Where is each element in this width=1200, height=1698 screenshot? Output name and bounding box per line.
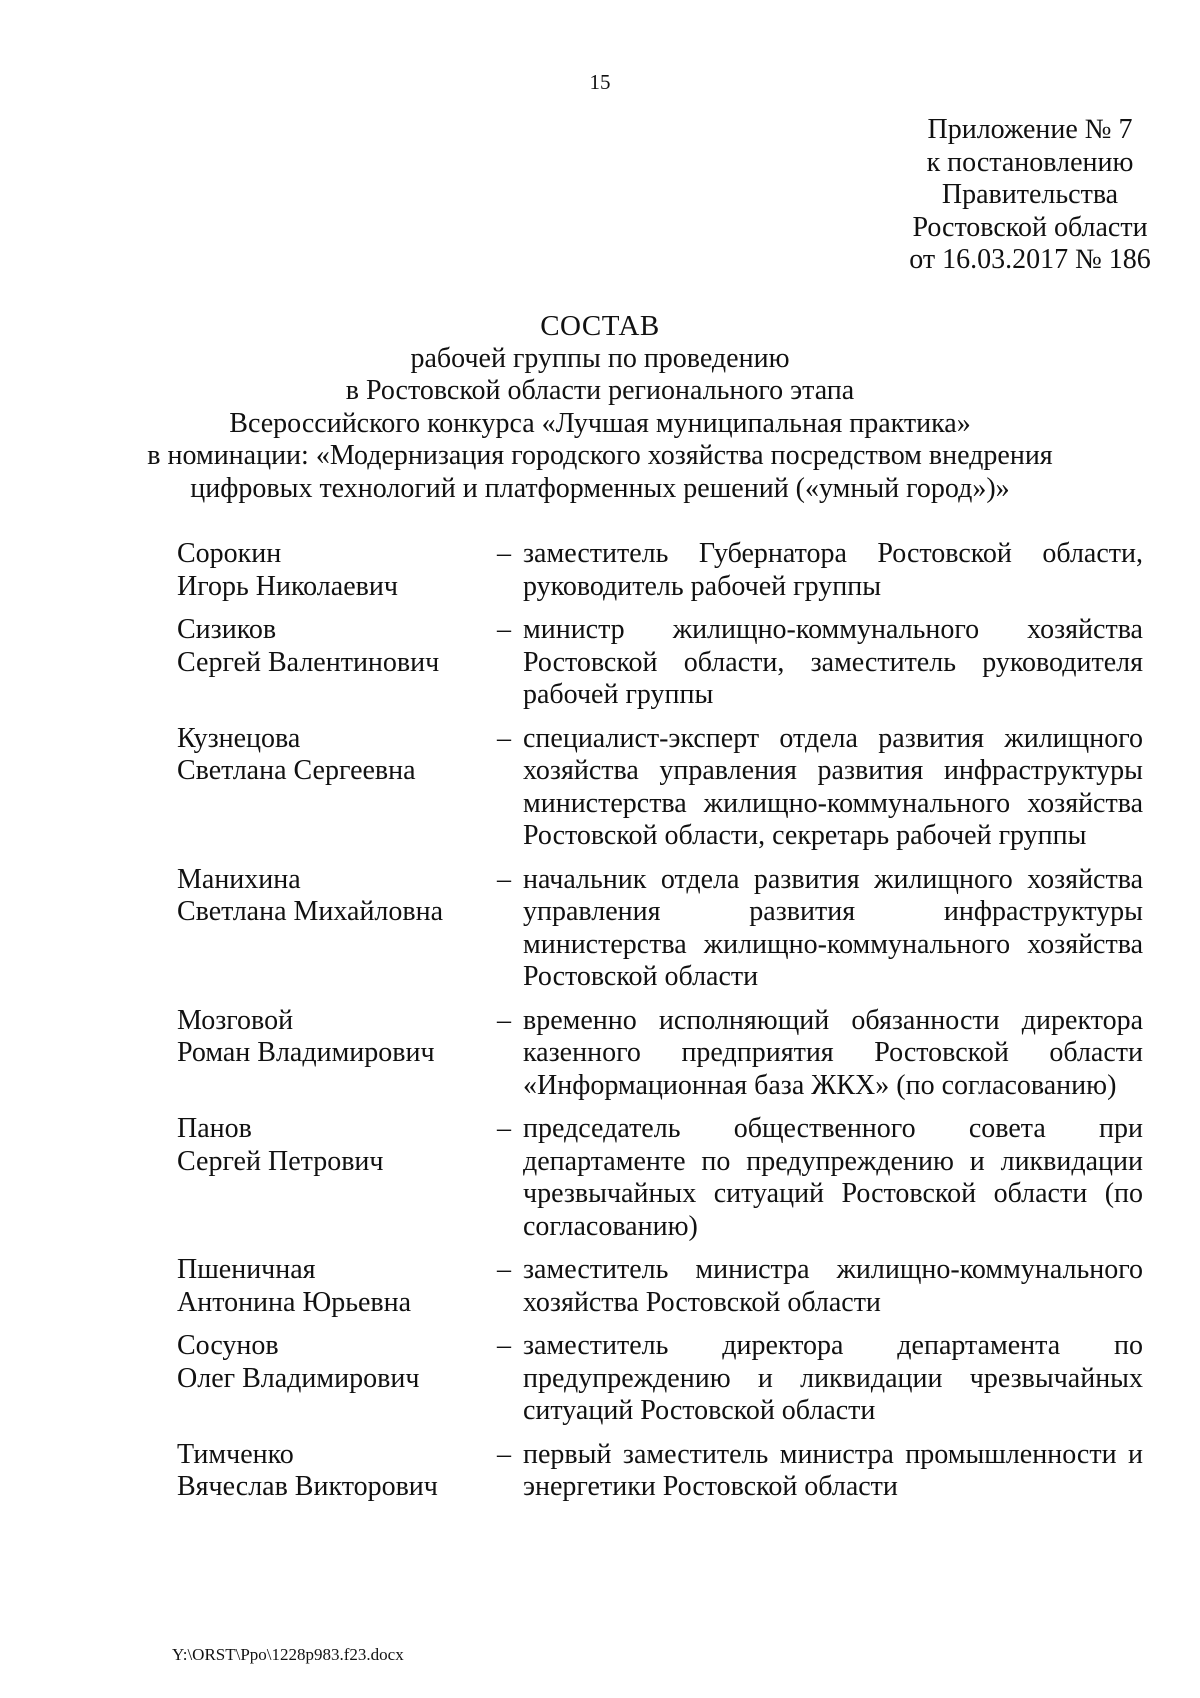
member-entry — [177, 864, 1143, 994]
member-given-names: Сергей Петрович — [177, 1145, 384, 1177]
member-role: временно исполняющий обязанности директора казенного предприятия Ростовской области «Информационная база ЖКХ» (по согласованию) — [523, 1004, 1143, 1101]
member-name — [177, 1439, 497, 1504]
member-dash: – — [497, 1113, 511, 1144]
member-surname: Тимченко — [177, 1438, 294, 1470]
member-dash: – — [497, 1254, 511, 1285]
member-given-names: Антонина Юрьевна — [177, 1286, 412, 1318]
members-list — [177, 538, 1143, 1515]
document-subtitle-line: в Ростовской области регионального этапа — [345, 375, 855, 406]
member-entry — [177, 1005, 1143, 1103]
member-surname: Манихина — [177, 863, 301, 895]
appendix-line: Ростовской области — [912, 211, 1148, 243]
member-surname: Мозговой — [177, 1004, 294, 1036]
member-given-names: Светлана Сергеевна — [177, 755, 416, 786]
member-dash: – — [497, 722, 511, 754]
member-entry — [177, 1254, 1143, 1319]
member-given-names: Вячеслав Викторович — [177, 1471, 438, 1502]
member-entry — [177, 723, 1143, 853]
appendix-line: к постановлению — [926, 146, 1134, 178]
member-given-names: Сергей Валентинович — [177, 646, 440, 678]
member-dash: – — [497, 1438, 511, 1470]
member-role: министр жилищно-коммунального хозяйства Ростовской области, заместитель руководителя рабочей группы — [523, 614, 1143, 710]
member-surname: Панов — [177, 1113, 252, 1144]
member-name — [177, 538, 497, 603]
member-name — [177, 1330, 497, 1428]
appendix-line: от 16.03.2017 № 186 — [909, 244, 1151, 275]
member-surname: Сорокин — [177, 538, 282, 569]
document-title: СОСТАВ — [540, 310, 660, 342]
member-given-names: Олег Владимирович — [177, 1362, 420, 1394]
member-role: председатель общественного совета при департаменте по предупреждению и ликвидации чрезвычайных ситуаций Ростовской области (по согласованию) — [523, 1113, 1143, 1242]
member-dash: – — [497, 1330, 511, 1361]
member-dash: – — [497, 538, 511, 569]
member-name — [177, 1005, 497, 1103]
document-subtitle-line: цифровых технологий и платформенных решений («умный город»)» — [190, 472, 1010, 504]
member-given-names: Роман Владимирович — [177, 1037, 435, 1068]
member-entry — [177, 1439, 1143, 1504]
member-name — [177, 864, 497, 994]
member-entry — [177, 538, 1143, 603]
member-given-names: Светлана Михайловна — [177, 896, 444, 927]
member-name — [177, 723, 497, 853]
document-subtitle-line: рабочей группы по проведению — [410, 342, 790, 374]
member-role: заместитель министра жилищно-коммунального хозяйства Ростовской области — [523, 1254, 1143, 1318]
document-title-block — [60, 310, 1140, 505]
document-subtitle-line: Всероссийского конкурса «Лучшая муниципальная практика» — [229, 407, 971, 439]
member-surname: Сосунов — [177, 1330, 279, 1361]
member-role: первый заместитель министра промышленности и энергетики Ростовской области — [523, 1438, 1143, 1502]
member-surname: Пшеничная — [177, 1254, 316, 1285]
member-surname: Кузнецова — [177, 722, 301, 754]
member-entry — [177, 614, 1143, 712]
member-name — [177, 1254, 497, 1319]
appendix-line: Приложение № 7 — [927, 114, 1133, 145]
member-entry — [177, 1330, 1143, 1428]
footer-file-path: Y:\ORST\Ppo\1228p983.f23.docx — [172, 1645, 404, 1664]
page-number: 15 — [589, 70, 611, 94]
member-role: специалист-эксперт отдела развития жилищного хозяйства управления развития инфраструктуры министерства жилищно-коммунального хозяйства Ростовской области, секретарь рабочей группы — [523, 722, 1143, 851]
member-surname: Сизиков — [177, 614, 277, 645]
member-name — [177, 614, 497, 712]
member-role: заместитель директора департамента по предупреждению и ликвидации чрезвычайных ситуаций Ростовской области — [523, 1330, 1143, 1426]
member-dash: – — [497, 614, 511, 645]
appendix-block — [870, 114, 1190, 277]
member-role: начальник отдела развития жилищного хозяйства управления развития инфраструктуры министерства жилищно-коммунального хозяйства Ростовской области — [523, 863, 1143, 992]
member-name — [177, 1113, 497, 1243]
member-dash: – — [497, 1004, 511, 1036]
member-role: заместитель Губернатора Ростовской области, руководитель рабочей группы — [523, 538, 1143, 602]
appendix-line: Правительства — [941, 179, 1119, 210]
member-given-names: Игорь Николаевич — [177, 570, 398, 602]
document-subtitle-line: в номинации: «Модернизация городского хозяйства посредством внедрения — [147, 440, 1053, 471]
member-dash: – — [497, 863, 511, 895]
member-entry — [177, 1113, 1143, 1243]
